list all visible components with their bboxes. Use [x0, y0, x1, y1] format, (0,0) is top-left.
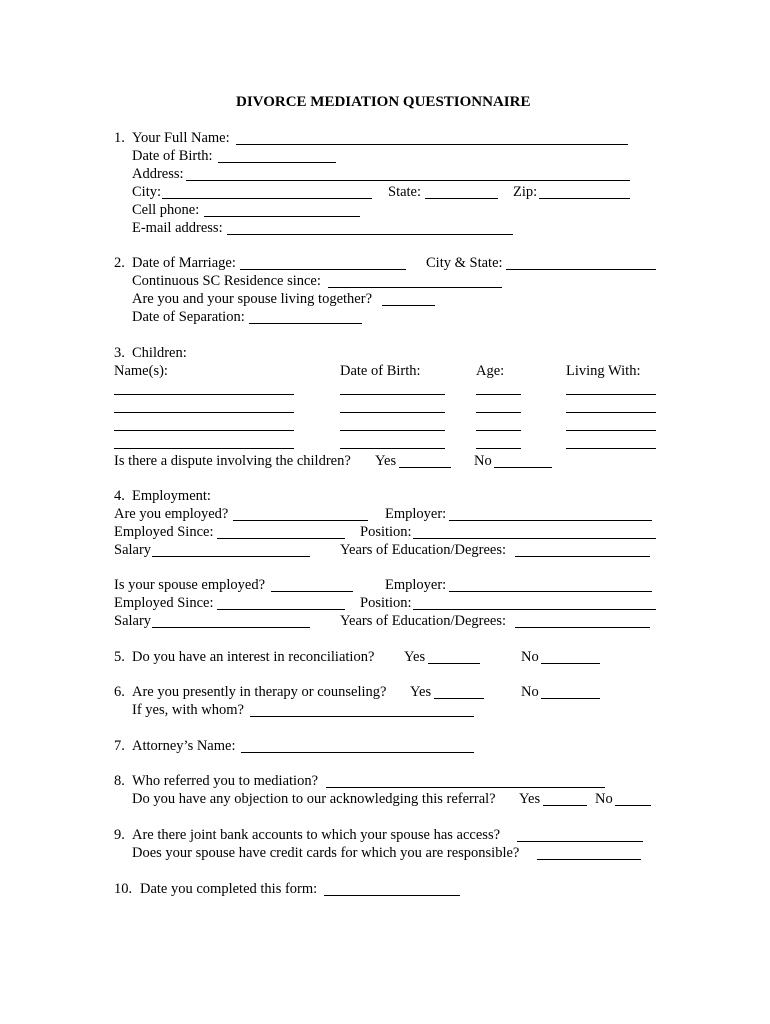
child-2-dob-field[interactable]	[340, 412, 445, 413]
zip-field[interactable]	[539, 198, 630, 199]
therapy-label: Are you presently in therapy or counseling?	[132, 684, 387, 700]
reconciliation-yes-label: Yes	[404, 649, 426, 665]
children-col-names: Name(s):	[114, 363, 168, 379]
sc-residence-field[interactable]	[328, 287, 502, 288]
reconciliation-no-field[interactable]	[541, 663, 600, 664]
spouse-employed-since-label: Employed Since:	[114, 595, 214, 611]
credit-cards-field[interactable]	[537, 859, 641, 860]
sc-residence-label: Continuous SC Residence since:	[132, 273, 321, 289]
city-state-label: City & State:	[426, 255, 503, 271]
education-field[interactable]	[515, 556, 650, 557]
address-field[interactable]	[186, 180, 630, 181]
section-6-number: 6.	[114, 684, 125, 700]
address-label: Address:	[132, 166, 184, 182]
section-9-number: 9.	[114, 827, 125, 843]
salary-label: Salary	[114, 542, 152, 558]
cell-phone-field[interactable]	[204, 216, 360, 217]
therapy-yes-label: Yes	[410, 684, 432, 700]
full-name-field[interactable]	[236, 144, 628, 145]
full-name-label: Your Full Name:	[132, 130, 230, 146]
child-4-living-field[interactable]	[566, 448, 656, 449]
dob-field[interactable]	[218, 162, 336, 163]
referral-label: Who referred you to mediation?	[132, 773, 319, 789]
children-col-living: Living With:	[566, 363, 641, 379]
child-3-living-field[interactable]	[566, 430, 656, 431]
child-4-age-field[interactable]	[476, 448, 521, 449]
therapy-with-whom-field[interactable]	[250, 716, 474, 717]
referral-objection-yes-field[interactable]	[543, 805, 587, 806]
spouse-education-label: Years of Education/Degrees:	[340, 613, 507, 629]
section-2-number: 2.	[114, 255, 125, 271]
dob-label: Date of Birth:	[132, 148, 213, 164]
referral-objection-no-label: No	[595, 791, 613, 807]
city-label: City:	[132, 184, 162, 200]
children-dispute-yes-label: Yes	[375, 453, 397, 469]
children-col-dob: Date of Birth:	[340, 363, 421, 379]
children-dispute-no-label: No	[474, 453, 492, 469]
marriage-date-field[interactable]	[240, 269, 406, 270]
children-dispute-no-field[interactable]	[494, 467, 552, 468]
reconciliation-yes-field[interactable]	[428, 663, 480, 664]
spouse-position-label: Position:	[360, 595, 412, 611]
spouse-employed-label: Is your spouse employed?	[114, 577, 266, 593]
section-5-number: 5.	[114, 649, 125, 665]
attorney-name-field[interactable]	[241, 752, 474, 753]
employed-since-field[interactable]	[217, 538, 345, 539]
salary-field[interactable]	[152, 556, 310, 557]
state-label: State:	[388, 184, 422, 200]
children-col-age: Age:	[476, 363, 505, 379]
child-3-age-field[interactable]	[476, 430, 521, 431]
marriage-date-label: Date of Marriage:	[132, 255, 236, 271]
separation-date-field[interactable]	[249, 323, 362, 324]
position-field[interactable]	[413, 538, 656, 539]
section-7-number: 7.	[114, 738, 125, 754]
child-3-dob-field[interactable]	[340, 430, 445, 431]
section-3-number: 3.	[114, 345, 125, 361]
child-1-living-field[interactable]	[566, 394, 656, 395]
city-state-field[interactable]	[506, 269, 656, 270]
form-title: DIVORCE MEDIATION QUESTIONNAIRE	[236, 94, 531, 110]
spouse-salary-field[interactable]	[152, 627, 310, 628]
child-3-name-field[interactable]	[114, 430, 294, 431]
referral-objection-yes-label: Yes	[519, 791, 541, 807]
section-8-number: 8.	[114, 773, 125, 789]
referral-objection-no-field[interactable]	[615, 805, 651, 806]
credit-cards-label: Does your spouse have credit cards for which you are responsible?	[132, 845, 520, 861]
separation-date-label: Date of Separation:	[132, 309, 245, 325]
child-1-name-field[interactable]	[114, 394, 294, 395]
employed-field[interactable]	[233, 520, 368, 521]
city-field[interactable]	[162, 198, 372, 199]
reconciliation-label: Do you have an interest in reconciliation?	[132, 649, 375, 665]
children-dispute-label: Is there a dispute involving the children?	[114, 453, 351, 469]
spouse-employer-field[interactable]	[449, 591, 652, 592]
referral-field[interactable]	[326, 787, 605, 788]
section-4-number: 4.	[114, 488, 125, 504]
spouse-employer-label: Employer:	[385, 577, 447, 593]
date-completed-label: Date you completed this form:	[140, 881, 318, 897]
zip-label: Zip:	[513, 184, 538, 200]
employer-label: Employer:	[385, 506, 447, 522]
child-2-name-field[interactable]	[114, 412, 294, 413]
therapy-no-label: No	[521, 684, 539, 700]
children-heading: Children:	[132, 345, 187, 361]
living-together-field[interactable]	[382, 305, 435, 306]
employed-label: Are you employed?	[114, 506, 229, 522]
spouse-salary-label: Salary	[114, 613, 152, 629]
child-1-age-field[interactable]	[476, 394, 521, 395]
employed-since-label: Employed Since:	[114, 524, 214, 540]
education-label: Years of Education/Degrees:	[340, 542, 507, 558]
child-2-age-field[interactable]	[476, 412, 521, 413]
section-1-number: 1.	[114, 130, 125, 146]
employment-heading: Employment:	[132, 488, 211, 504]
cell-phone-label: Cell phone:	[132, 202, 200, 218]
attorney-name-label: Attorney’s Name:	[132, 738, 236, 754]
spouse-education-field[interactable]	[515, 627, 650, 628]
email-field[interactable]	[227, 234, 513, 235]
therapy-with-whom-label: If yes, with whom?	[132, 702, 244, 718]
spouse-employed-since-field[interactable]	[217, 609, 345, 610]
state-field[interactable]	[425, 198, 498, 199]
child-4-dob-field[interactable]	[340, 448, 445, 449]
referral-objection-label: Do you have any objection to our acknowledging this referral?	[132, 791, 496, 807]
therapy-no-field[interactable]	[541, 698, 600, 699]
position-label: Position:	[360, 524, 412, 540]
employer-field[interactable]	[449, 520, 652, 521]
joint-accounts-label: Are there joint bank accounts to which your spouse has access?	[132, 827, 501, 843]
child-1-dob-field[interactable]	[340, 394, 445, 395]
spouse-position-field[interactable]	[413, 609, 656, 610]
joint-accounts-field[interactable]	[517, 841, 643, 842]
living-together-label: Are you and your spouse living together?	[132, 291, 373, 307]
child-2-living-field[interactable]	[566, 412, 656, 413]
spouse-employed-field[interactable]	[271, 591, 353, 592]
email-label: E-mail address:	[132, 220, 223, 236]
children-dispute-yes-field[interactable]	[399, 467, 451, 468]
therapy-yes-field[interactable]	[434, 698, 484, 699]
date-completed-field[interactable]	[324, 895, 460, 896]
child-4-name-field[interactable]	[114, 448, 294, 449]
section-10-number: 10.	[114, 881, 133, 897]
reconciliation-no-label: No	[521, 649, 539, 665]
